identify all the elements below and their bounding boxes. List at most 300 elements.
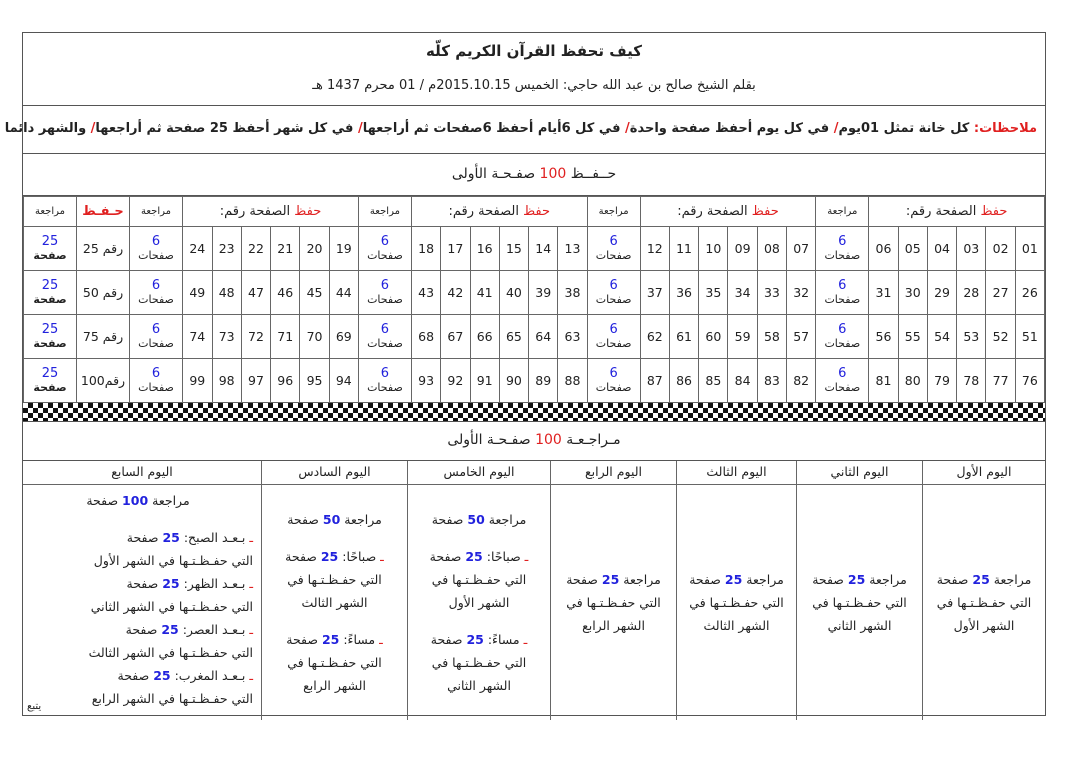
line-text: صفحة bbox=[286, 632, 322, 647]
review-cell bbox=[587, 227, 640, 271]
content-line bbox=[937, 591, 1031, 614]
page-cell: 39 bbox=[529, 271, 558, 315]
group-header-keyword: حفظ bbox=[751, 204, 779, 219]
page-cell: 66 bbox=[470, 315, 499, 359]
page-cell: 83 bbox=[757, 359, 786, 403]
page-cell: 96 bbox=[271, 359, 300, 403]
bullet-dash: ـ bbox=[245, 622, 253, 637]
content-line bbox=[86, 489, 189, 512]
content-line bbox=[566, 568, 661, 591]
review-cell bbox=[816, 315, 869, 359]
group-header bbox=[869, 197, 1045, 227]
line-text: التي حفـظـتـها في الشهر الثالث bbox=[88, 645, 253, 660]
page-cell: 35 bbox=[699, 271, 728, 315]
page-cell: 87 bbox=[640, 359, 669, 403]
line-text: التي حفـظـتـها في bbox=[431, 655, 527, 670]
page-cell: 05 bbox=[898, 227, 927, 271]
review-cell bbox=[130, 359, 183, 403]
page-cell: 38 bbox=[558, 271, 587, 315]
day-header: اليوم السابع bbox=[23, 461, 261, 485]
day-column bbox=[676, 461, 796, 720]
page-cell: 29 bbox=[927, 271, 956, 315]
note-text: في كل يوم أحفظ صفحة واحدة bbox=[629, 121, 834, 136]
review-count: 25 bbox=[41, 233, 59, 249]
page-cell: 04 bbox=[927, 227, 956, 271]
group-header bbox=[183, 197, 359, 227]
content-line bbox=[127, 572, 253, 595]
page-cell: 46 bbox=[271, 271, 300, 315]
content-line bbox=[287, 508, 382, 531]
page-cell: 68 bbox=[411, 315, 440, 359]
page-cell: 65 bbox=[499, 315, 528, 359]
page-cell: 02 bbox=[986, 227, 1015, 271]
review-unit: صفحات bbox=[824, 292, 861, 306]
header-block bbox=[23, 33, 1045, 106]
page-cell: 21 bbox=[271, 227, 300, 271]
page-cell: 20 bbox=[300, 227, 329, 271]
page-cell: 40 bbox=[499, 271, 528, 315]
page-cell: 27 bbox=[986, 271, 1015, 315]
line-text: بـعـد العصر: bbox=[178, 622, 246, 637]
review-unit: صفحة bbox=[33, 248, 67, 262]
line-text: الشهر الثالث bbox=[703, 618, 770, 633]
line-text: الشهر الثاني bbox=[827, 618, 892, 633]
content-line bbox=[689, 568, 784, 591]
content-line bbox=[89, 641, 253, 664]
page-cell: 88 bbox=[558, 359, 587, 403]
page-cell: 64 bbox=[529, 315, 558, 359]
content-line bbox=[812, 568, 907, 591]
bullet-dash: ـ bbox=[520, 549, 529, 564]
page-cell: 70 bbox=[300, 315, 329, 359]
content-line bbox=[432, 651, 526, 674]
line-text: مراجعة bbox=[619, 572, 661, 587]
memorization-table bbox=[23, 196, 1045, 403]
hifz-cell: رقم 25 bbox=[77, 227, 130, 271]
page-cell: 52 bbox=[986, 315, 1015, 359]
content-line bbox=[432, 568, 526, 591]
page-cell: 61 bbox=[669, 315, 698, 359]
page-cell: 54 bbox=[927, 315, 956, 359]
hifz-header: حـفـظ bbox=[77, 197, 130, 227]
page-count: 25 bbox=[161, 622, 179, 637]
review-unit: صفحات bbox=[595, 248, 632, 262]
page-cell: 51 bbox=[1015, 315, 1044, 359]
author-byline: بقلم الشيخ صالح بن عبد الله حاجي: الخميس 2015.10.15م / 01 محرم 1437 هـ bbox=[312, 78, 756, 93]
note-text: والشهر دائما bbox=[4, 121, 87, 136]
line-text: التي حفـظـتـها في الشهر الثاني bbox=[90, 599, 253, 614]
content-line bbox=[937, 568, 1032, 591]
page-cell: 81 bbox=[869, 359, 898, 403]
page-cell: 24 bbox=[183, 227, 213, 271]
day-header: اليوم الرابع bbox=[551, 461, 676, 485]
review-unit: صفحات bbox=[367, 380, 403, 394]
review-cell bbox=[816, 227, 869, 271]
page-cell: 91 bbox=[470, 359, 499, 403]
page-cell: 42 bbox=[441, 271, 470, 315]
line-text: صفحة bbox=[285, 549, 321, 564]
line-text: مراجعة bbox=[865, 572, 907, 587]
line-text: مراجعة bbox=[340, 512, 382, 527]
page-cell: 67 bbox=[441, 315, 470, 359]
line-text: الشهر الأول bbox=[448, 595, 510, 610]
line-text: صفحة bbox=[429, 549, 466, 564]
page-cell: 53 bbox=[957, 315, 986, 359]
memorization-section-title bbox=[23, 154, 1045, 196]
page-cell: 12 bbox=[640, 227, 669, 271]
section-title-number: 100 bbox=[539, 166, 567, 182]
page-cell: 30 bbox=[898, 271, 927, 315]
page-count: 25 bbox=[153, 668, 171, 683]
line-text: الشهر الرابع bbox=[303, 678, 366, 693]
line-text: التي حفـظـتـها في bbox=[431, 572, 527, 587]
section-title-number: 100 bbox=[535, 432, 562, 448]
review-cell bbox=[130, 227, 183, 271]
page-count: 25 bbox=[320, 549, 339, 564]
review-cell bbox=[130, 315, 183, 359]
line-text: التي حفـظـتـها في bbox=[812, 595, 907, 610]
review-header: مراجعة bbox=[587, 197, 640, 227]
page-cell: 77 bbox=[986, 359, 1015, 403]
monthly-review-cell bbox=[24, 315, 77, 359]
page-cell: 90 bbox=[499, 359, 528, 403]
review-unit: صفحات bbox=[367, 248, 403, 262]
page-cell: 69 bbox=[329, 315, 358, 359]
hifz-cell: رقم 50 bbox=[77, 271, 130, 315]
line-text: صباحًا: bbox=[338, 549, 377, 564]
review-count: 25 bbox=[41, 321, 59, 337]
bullet-dash: ـ bbox=[519, 632, 528, 647]
line-text: التي حفـظـتـها في bbox=[936, 595, 1032, 610]
day-content bbox=[923, 485, 1045, 720]
page-cell: 57 bbox=[787, 315, 816, 359]
group-header-keyword: حفظ bbox=[980, 204, 1008, 219]
page-cell: 45 bbox=[300, 271, 329, 315]
line-text: صفحة bbox=[287, 512, 323, 527]
review-count: 6 bbox=[380, 365, 390, 381]
content-line bbox=[689, 591, 783, 614]
page-cell: 16 bbox=[470, 227, 499, 271]
line-text: صفحة bbox=[431, 512, 468, 527]
group-header-keyword: حفظ bbox=[523, 204, 551, 219]
page-cell: 28 bbox=[957, 271, 986, 315]
page-cell: 32 bbox=[787, 271, 816, 315]
page-cell: 07 bbox=[787, 227, 816, 271]
page-cell: 92 bbox=[441, 359, 470, 403]
document-title: كيف تحفظ القرآن الكريم كلّه bbox=[426, 42, 642, 60]
line-text: بـعـد الصبح: bbox=[179, 530, 246, 545]
review-count: 25 bbox=[41, 365, 59, 381]
section-title-text: حــفــظ bbox=[566, 166, 617, 182]
page-cell: 22 bbox=[241, 227, 270, 271]
line-text: صفحة bbox=[117, 668, 154, 683]
review-header: مراجعة bbox=[816, 197, 869, 227]
page-cell: 60 bbox=[699, 315, 728, 359]
content-line bbox=[286, 628, 382, 651]
line-text: صفحة bbox=[126, 576, 163, 591]
page-cell: 82 bbox=[787, 359, 816, 403]
review-cell bbox=[587, 359, 640, 403]
bullet-dash: ـ bbox=[245, 576, 253, 591]
review-unit: صفحات bbox=[138, 336, 174, 350]
line-text: صفحة bbox=[126, 530, 163, 545]
review-count: 6 bbox=[151, 321, 161, 337]
page-cell: 23 bbox=[212, 227, 241, 271]
page-cell: 15 bbox=[499, 227, 528, 271]
page-cell: 49 bbox=[183, 271, 213, 315]
group-header bbox=[411, 197, 587, 227]
bullet-dash: ـ bbox=[245, 668, 253, 683]
line-text: مراجعة bbox=[742, 572, 784, 587]
page-cell: 41 bbox=[470, 271, 499, 315]
table-row bbox=[24, 359, 1045, 403]
page-cell: 95 bbox=[300, 359, 329, 403]
review-header: مراجعة bbox=[358, 197, 411, 227]
content-line bbox=[954, 614, 1015, 637]
day-header: اليوم الأول bbox=[923, 461, 1045, 485]
line-text: الشهر الثاني bbox=[447, 678, 511, 693]
bullet-dash: ـ bbox=[245, 530, 253, 545]
review-cell bbox=[358, 359, 411, 403]
bullet-dash: ـ bbox=[375, 632, 383, 647]
content-line bbox=[431, 628, 527, 651]
content-line bbox=[430, 545, 529, 568]
line-text: صفحة bbox=[430, 632, 467, 647]
review-cell bbox=[587, 271, 640, 315]
day-column bbox=[261, 461, 407, 720]
follow-note: يتبع bbox=[27, 701, 42, 712]
review-unit: صفحات bbox=[824, 336, 861, 350]
page-count: 100 bbox=[122, 493, 149, 508]
review-header: مراجعة bbox=[24, 197, 77, 227]
content-line bbox=[303, 674, 366, 697]
review-unit: صفحات bbox=[595, 292, 632, 306]
page-count: 50 bbox=[467, 512, 485, 527]
page-cell: 08 bbox=[757, 227, 786, 271]
line-text: صفحة bbox=[125, 622, 162, 637]
review-unit: صفحات bbox=[138, 380, 174, 394]
page-cell: 55 bbox=[898, 315, 927, 359]
note-text: كل خانة تمثل 01يوم bbox=[838, 121, 974, 136]
day-header: اليوم الثاني bbox=[797, 461, 922, 485]
separator: / bbox=[625, 121, 630, 136]
review-unit: صفحات bbox=[367, 292, 403, 306]
group-header-text: الصفحة رقم: bbox=[677, 204, 752, 219]
group-header bbox=[640, 197, 816, 227]
content-line bbox=[704, 614, 770, 637]
page-count: 25 bbox=[162, 576, 180, 591]
line-text: مراجعة bbox=[148, 493, 190, 508]
separator: / bbox=[90, 121, 96, 136]
page-cell: 31 bbox=[869, 271, 898, 315]
page-cell: 99 bbox=[183, 359, 213, 403]
page-cell: 14 bbox=[529, 227, 558, 271]
review-count: 25 bbox=[41, 277, 59, 293]
review-unit: صفحة bbox=[33, 380, 67, 394]
page-count: 25 bbox=[601, 572, 620, 587]
day-column bbox=[550, 461, 676, 720]
review-count: 6 bbox=[151, 233, 161, 249]
section-title-text: مـراجـعـة bbox=[561, 432, 621, 448]
page-cell: 43 bbox=[411, 271, 440, 315]
review-count: 6 bbox=[609, 321, 618, 337]
content-line bbox=[287, 651, 381, 674]
review-unit: صفحات bbox=[595, 380, 632, 394]
review-count: 6 bbox=[609, 277, 618, 293]
page-cell: 34 bbox=[728, 271, 757, 315]
page-cell: 86 bbox=[669, 359, 698, 403]
page-cell: 98 bbox=[212, 359, 241, 403]
page-count: 25 bbox=[466, 632, 484, 647]
page-cell: 13 bbox=[558, 227, 587, 271]
content-line bbox=[582, 614, 645, 637]
document-page bbox=[4, 32, 1046, 716]
page-cell: 84 bbox=[728, 359, 757, 403]
line-text: الشهر الأول bbox=[953, 618, 1015, 633]
review-cell bbox=[358, 271, 411, 315]
page-cell: 93 bbox=[411, 359, 440, 403]
line-text: التي حفـظـتـها في الشهر الأول bbox=[93, 553, 253, 568]
group-header-text: الصفحة رقم: bbox=[448, 204, 524, 219]
content-line bbox=[91, 595, 253, 618]
page-count: 25 bbox=[162, 530, 180, 545]
review-unit: صفحات bbox=[367, 336, 403, 350]
review-section-title bbox=[23, 422, 1045, 461]
notes bbox=[4, 106, 1045, 154]
day-column bbox=[23, 461, 261, 720]
line-text: مراجعة bbox=[484, 512, 527, 527]
table-row bbox=[24, 271, 1045, 315]
review-count: 6 bbox=[380, 277, 390, 293]
table-header-row bbox=[24, 197, 1045, 227]
review-unit: صفحة bbox=[33, 336, 67, 350]
hifz-cell: رقم100 bbox=[77, 359, 130, 403]
day-content bbox=[262, 485, 407, 720]
line-text: التي حفـظـتـها في bbox=[689, 595, 784, 610]
review-count: 6 bbox=[838, 321, 847, 337]
section-title-text: صفـحـة الأولى bbox=[447, 432, 536, 448]
content-line bbox=[118, 664, 254, 687]
line-text: صفحة bbox=[566, 572, 602, 587]
page-cell: 80 bbox=[898, 359, 927, 403]
page-cell: 09 bbox=[728, 227, 757, 271]
review-count: 6 bbox=[838, 233, 847, 249]
review-cell bbox=[816, 359, 869, 403]
page-count: 25 bbox=[724, 572, 743, 587]
page-cell: 78 bbox=[957, 359, 986, 403]
line-text: صفحة bbox=[689, 572, 725, 587]
monthly-review-cell bbox=[24, 227, 77, 271]
day-content bbox=[551, 485, 676, 720]
line-text: الشهر الرابع bbox=[582, 618, 645, 633]
note-text: في كل 6أيام أحفظ 6صفحات ثم أراجعها bbox=[362, 121, 626, 136]
separator: / bbox=[357, 121, 363, 136]
page-cell: 10 bbox=[699, 227, 728, 271]
line-text: مساءً: bbox=[483, 632, 520, 647]
line-text: صفحة bbox=[936, 572, 973, 587]
monthly-review-cell bbox=[24, 359, 77, 403]
page-cell: 36 bbox=[669, 271, 698, 315]
review-count: 6 bbox=[609, 365, 618, 381]
table-row bbox=[24, 315, 1045, 359]
review-cell bbox=[587, 315, 640, 359]
review-unit: صفحات bbox=[824, 248, 861, 262]
day-content bbox=[677, 485, 796, 720]
line-text: مساءً: bbox=[339, 632, 376, 647]
page-cell: 01 bbox=[1015, 227, 1044, 271]
content-line bbox=[432, 508, 527, 531]
page-cell: 76 bbox=[1015, 359, 1044, 403]
line-text: بـعـد المغرب: bbox=[170, 668, 246, 683]
page-cell: 62 bbox=[640, 315, 669, 359]
separator: / bbox=[833, 121, 839, 136]
line-text: التي حفـظـتـها في الشهر الرابع bbox=[91, 691, 253, 706]
page-count: 25 bbox=[321, 632, 340, 647]
page-cell: 94 bbox=[329, 359, 358, 403]
content-line bbox=[127, 526, 253, 549]
review-count: 6 bbox=[151, 365, 161, 381]
page-cell: 97 bbox=[241, 359, 270, 403]
review-unit: صفحات bbox=[138, 248, 174, 262]
page-count: 25 bbox=[972, 572, 990, 587]
content-line bbox=[449, 591, 510, 614]
review-cell bbox=[358, 227, 411, 271]
page-cell: 11 bbox=[669, 227, 698, 271]
note-text: في كل شهر أحفظ 25 صفحة ثم أراجعها bbox=[95, 121, 358, 136]
day-column bbox=[922, 461, 1045, 720]
content-line bbox=[302, 591, 368, 614]
review-cell bbox=[816, 271, 869, 315]
content-line bbox=[285, 545, 384, 568]
page-cell: 71 bbox=[271, 315, 300, 359]
line-text: بـعـد الظهر: bbox=[179, 576, 246, 591]
line-text: الشهر الثالث bbox=[301, 595, 368, 610]
content-line bbox=[126, 618, 253, 641]
page-cell: 19 bbox=[329, 227, 358, 271]
day-column bbox=[407, 461, 550, 720]
page-cell: 79 bbox=[927, 359, 956, 403]
review-unit: صفحات bbox=[824, 380, 861, 394]
line-text: التي حفـظـتـها في bbox=[287, 572, 382, 587]
page-cell: 37 bbox=[640, 271, 669, 315]
page-count: 25 bbox=[465, 549, 483, 564]
group-header-text: الصفحة رقم: bbox=[219, 204, 295, 219]
review-days bbox=[23, 461, 1045, 720]
checkered-divider bbox=[23, 403, 1045, 422]
content-line bbox=[447, 674, 511, 697]
page-cell: 33 bbox=[757, 271, 786, 315]
line-text: صفحة bbox=[812, 572, 848, 587]
day-content bbox=[23, 485, 261, 720]
content-line bbox=[287, 568, 381, 591]
page-cell: 18 bbox=[411, 227, 440, 271]
page-cell: 17 bbox=[441, 227, 470, 271]
page-count: 25 bbox=[847, 572, 866, 587]
bullet-dash: ـ bbox=[376, 549, 384, 564]
content-line bbox=[566, 591, 660, 614]
day-header: اليوم الخامس bbox=[408, 461, 550, 485]
day-header: اليوم الثالث bbox=[677, 461, 796, 485]
day-header: اليوم السادس bbox=[262, 461, 407, 485]
content-line bbox=[94, 549, 253, 572]
section-title-text: صفـحـة الأولى bbox=[451, 166, 540, 182]
review-count: 6 bbox=[838, 365, 847, 381]
page-cell: 59 bbox=[728, 315, 757, 359]
line-text: التي حفـظـتـها في bbox=[566, 595, 661, 610]
review-unit: صفحات bbox=[595, 336, 632, 350]
page-cell: 44 bbox=[329, 271, 358, 315]
page-cell: 72 bbox=[241, 315, 270, 359]
